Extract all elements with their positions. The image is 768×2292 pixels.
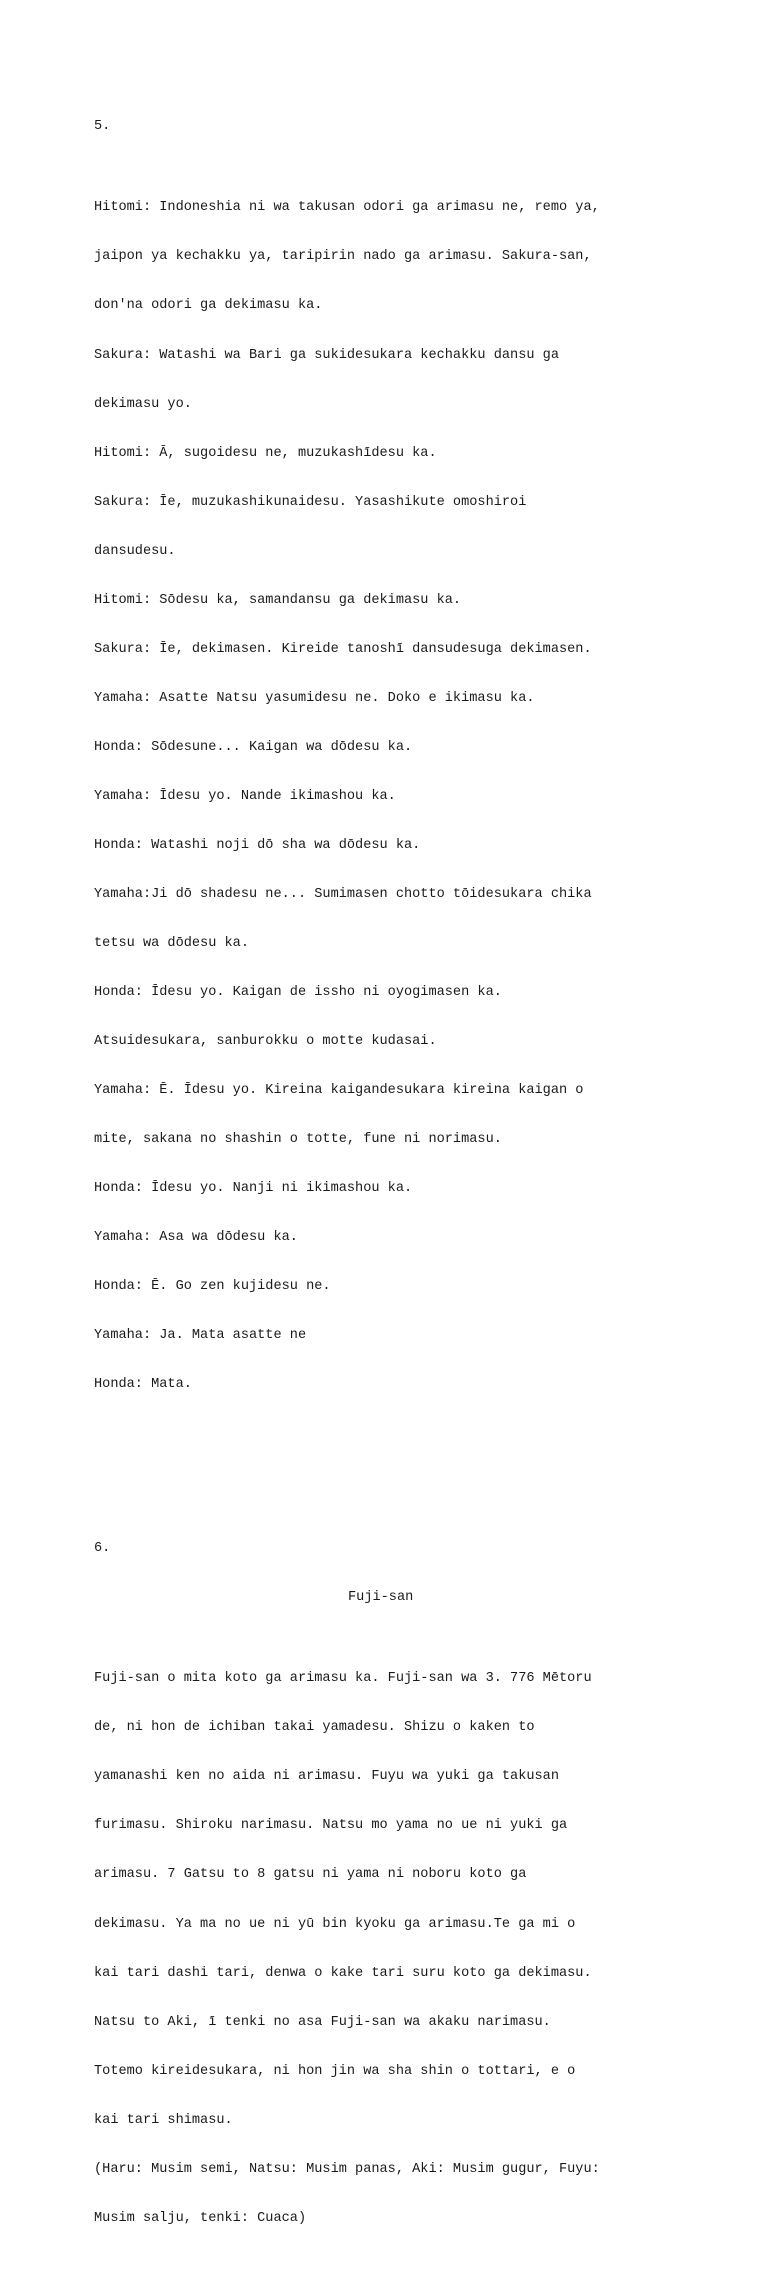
- dialogue-line: Hitomi: Ā, sugoidesu ne, muzukashīdesu ka.: [94, 445, 437, 461]
- dialogue-line: Honda: Īdesu yo. Nanji ni ikimashou ka.: [94, 1181, 413, 1197]
- dialogue-line: Yamaha: Asa wa dōdesu ka.: [94, 1230, 298, 1246]
- passage-line: furimasu. Shiroku narimasu. Natsu mo yama no ue ni yuki ga: [94, 1818, 568, 1834]
- dialogue-line: Hitomi: Indoneshia ni wa takusan odori ga arimasu ne, remo ya,: [94, 200, 600, 216]
- paragraph-spacer: [94, 1475, 674, 1491]
- passage-line: Totemo kireidesukara, ni hon jin wa sha shin o tottari, e o: [94, 2063, 576, 2079]
- dialogue-line: don'na odori ga dekimasu ka.: [94, 298, 323, 314]
- passage-line: Fuji-san o mita koto ga arimasu ka. Fuji-san wa 3. 776 Mētoru: [94, 1671, 592, 1687]
- dialogue-line: dekimasu yo.: [94, 396, 192, 412]
- dialogue-line: Hitomi: Sōdesu ka, samandansu ga dekimasu ka.: [94, 592, 462, 608]
- passage-line: de, ni hon de ichiban takai yamadesu. Shizu o kaken to: [94, 1720, 535, 1736]
- dialogue-line: dansudesu.: [94, 543, 176, 559]
- dialogue-line: Sakura: Īe, dekimasen. Kireide tanoshī dansudesuga dekimasen.: [94, 641, 592, 657]
- passage-line: yamanashi ken no aida ni arimasu. Fuyu wa yuki ga takusan: [94, 1769, 559, 1785]
- dialogue-line: Atsuidesukara, sanburokku o motte kudasai.: [94, 1033, 437, 1049]
- glossary-line: (Haru: Musim semi, Natsu: Musim panas, Aki: Musim gugur, Fuyu:: [94, 2161, 600, 2177]
- dialogue-line: Yamaha: Ja. Mata asatte ne: [94, 1328, 307, 1344]
- passage-line: kai tari dashi tari, denwa o kake tari suru koto ga dekimasu.: [94, 1965, 592, 1981]
- section-6-title: Fuji-san: [348, 1589, 414, 1605]
- dialogue-line: Yamaha: Īdesu yo. Nande ikimashou ka.: [94, 788, 396, 804]
- document-body: [94, 86, 674, 2292]
- section-6-number: 6.: [94, 1540, 111, 1556]
- section-6-passage: [94, 1639, 674, 2260]
- dialogue-line: Sakura: Watashi wa Bari ga sukidesukara kechakku dansu ga: [94, 347, 559, 363]
- passage-line: kai tari shimasu.: [94, 2112, 233, 2128]
- dialogue-line: Honda: Ē. Go zen kujidesu ne.: [94, 1279, 331, 1295]
- passage-line: dekimasu. Ya ma no ue ni yū bin kyoku ga arimasu.Te ga mi o: [94, 1916, 576, 1932]
- section-5-dialogue: [94, 168, 674, 1426]
- dialogue-line: Honda: Mata.: [94, 1377, 192, 1393]
- section-5-number: 5.: [94, 118, 111, 134]
- passage-line: Natsu to Aki, ī tenki no asa Fuji-san wa akaku narimasu.: [94, 2014, 551, 2030]
- passage-line: arimasu. 7 Gatsu to 8 gatsu ni yama ni noboru koto ga: [94, 1867, 527, 1883]
- dialogue-line: Yamaha:Ji dō shadesu ne... Sumimasen chotto tōidesukara chika: [94, 886, 592, 902]
- dialogue-line: Yamaha: Asatte Natsu yasumidesu ne. Doko e ikimasu ka.: [94, 690, 535, 706]
- dialogue-line: tetsu wa dōdesu ka.: [94, 935, 249, 951]
- dialogue-line: jaipon ya kechakku ya, taripirin nado ga arimasu. Sakura-san,: [94, 249, 592, 265]
- dialogue-line: Sakura: Īe, muzukashikunaidesu. Yasashikute omoshiroi: [94, 494, 527, 510]
- dialogue-line: Yamaha: Ē. Īdesu yo. Kireina kaigandesukara kireina kaigan o: [94, 1082, 584, 1098]
- glossary-line: Musim salju, tenki: Cuaca): [94, 2210, 307, 2226]
- dialogue-line: Honda: Sōdesune... Kaigan wa dōdesu ka.: [94, 739, 413, 755]
- dialogue-line: Honda: Īdesu yo. Kaigan de issho ni oyogimasen ka.: [94, 984, 502, 1000]
- dialogue-line: Honda: Watashi noji dō sha wa dōdesu ka.: [94, 837, 421, 853]
- dialogue-line: mite, sakana no shashin o totte, fune ni norimasu.: [94, 1132, 502, 1147]
